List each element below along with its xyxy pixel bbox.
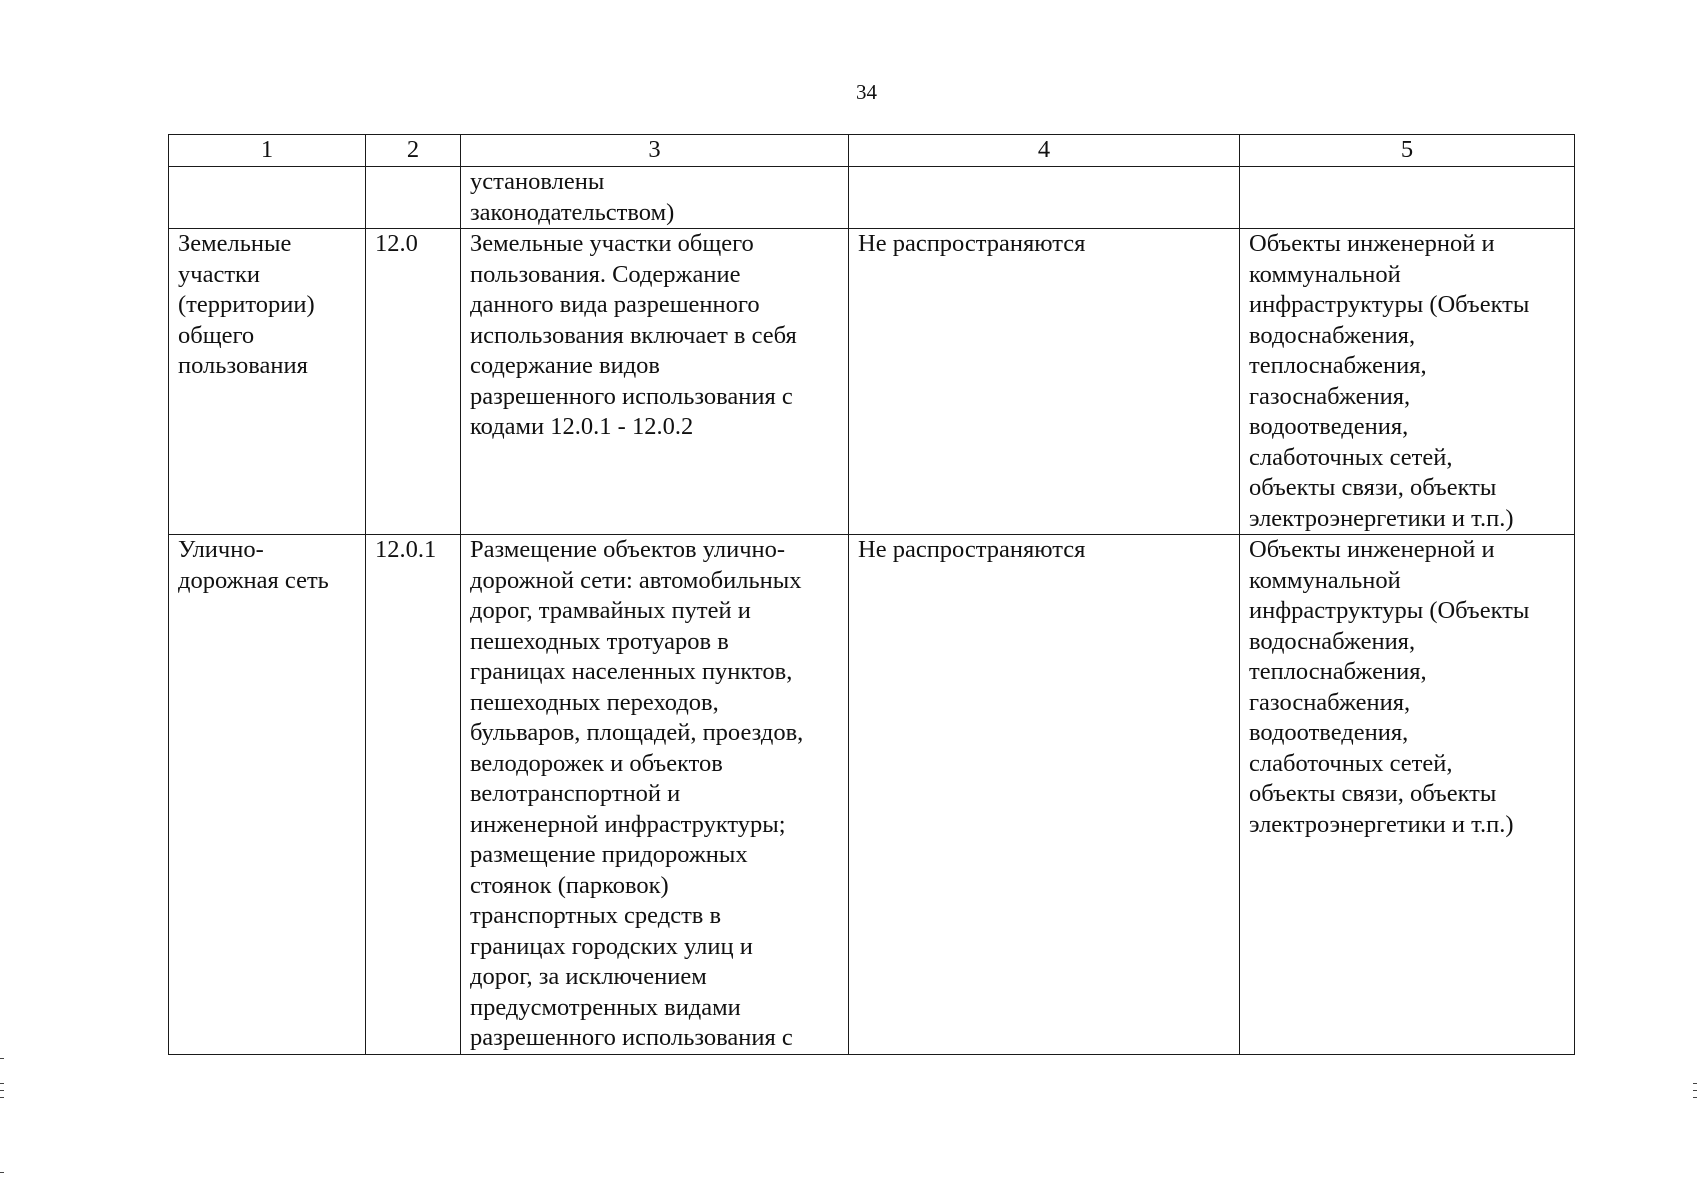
cell-use-code: 12.0 [366,229,461,535]
cell-use-description: Размещение объектов улично- дорожной сети: автомобильных дорог, трамвайных путей и пешеходных тротуаров в границах населенных пунктов, пешеходных переходов, бульваров, площадей, проездов, велодорожек и объектов велотранспортной и инженерной инфраструктуры; размещение придорожных стоянок (парковок) транспортных средств в границах городских улиц и дорог, за исключением предусмотренных видами разрешенного использования с [461,535,849,1055]
cell-use-code: 12.0.1 [366,535,461,1055]
scan-mark-left [0,1097,4,1098]
scan-mark-left [0,1083,4,1084]
cell-use-limits [849,167,1240,229]
table-header-row [169,135,1575,167]
column-header-5: 5 [1240,135,1575,167]
page-number: 34 [856,80,877,104]
scan-mark-right [1693,1090,1697,1091]
cell-use-limits: Не распространяются [849,535,1240,1055]
table-row [169,167,1575,229]
column-header-2: 2 [366,135,461,167]
cell-use-description: установлены законодательством) [461,167,849,229]
cell-use-description: Земельные участки общего пользования. Содержание данного вида разрешенного использования включает в себя содержание видов разрешенного использования с кодами 12.0.1 - 12.0.2 [461,229,849,535]
cell-use-name: Улично- дорожная сеть [169,535,366,1055]
table-row [169,535,1575,1055]
column-header-1: 1 [169,135,366,167]
column-header-4: 4 [849,135,1240,167]
cell-use-code [366,167,461,229]
cell-use-objects [1240,167,1575,229]
cell-use-objects: Объекты инженерной и коммунальной инфраструктуры (Объекты водоснабжения, теплоснабжения, газоснабжения, водоотведения, слаботочных сетей, объекты связи, объекты электроэнергетики и т.п.) [1240,229,1575,535]
cell-use-name: Земельные участки (территории) общего пользования [169,229,366,535]
scan-mark-left [0,1058,4,1059]
cell-use-name [169,167,366,229]
scan-mark-right [1693,1097,1697,1098]
scan-mark-left [0,1172,4,1173]
scan-mark-left [0,1090,4,1091]
table-row [169,229,1575,535]
cell-use-limits: Не распространяются [849,229,1240,535]
zoning-table [168,134,1575,1055]
cell-use-objects: Объекты инженерной и коммунальной инфраструктуры (Объекты водоснабжения, теплоснабжения, газоснабжения, водоотведения, слаботочных сетей, объекты связи, объекты электроэнергетики и т.п.) [1240,535,1575,1055]
column-header-3: 3 [461,135,849,167]
scan-mark-right [1693,1083,1697,1084]
